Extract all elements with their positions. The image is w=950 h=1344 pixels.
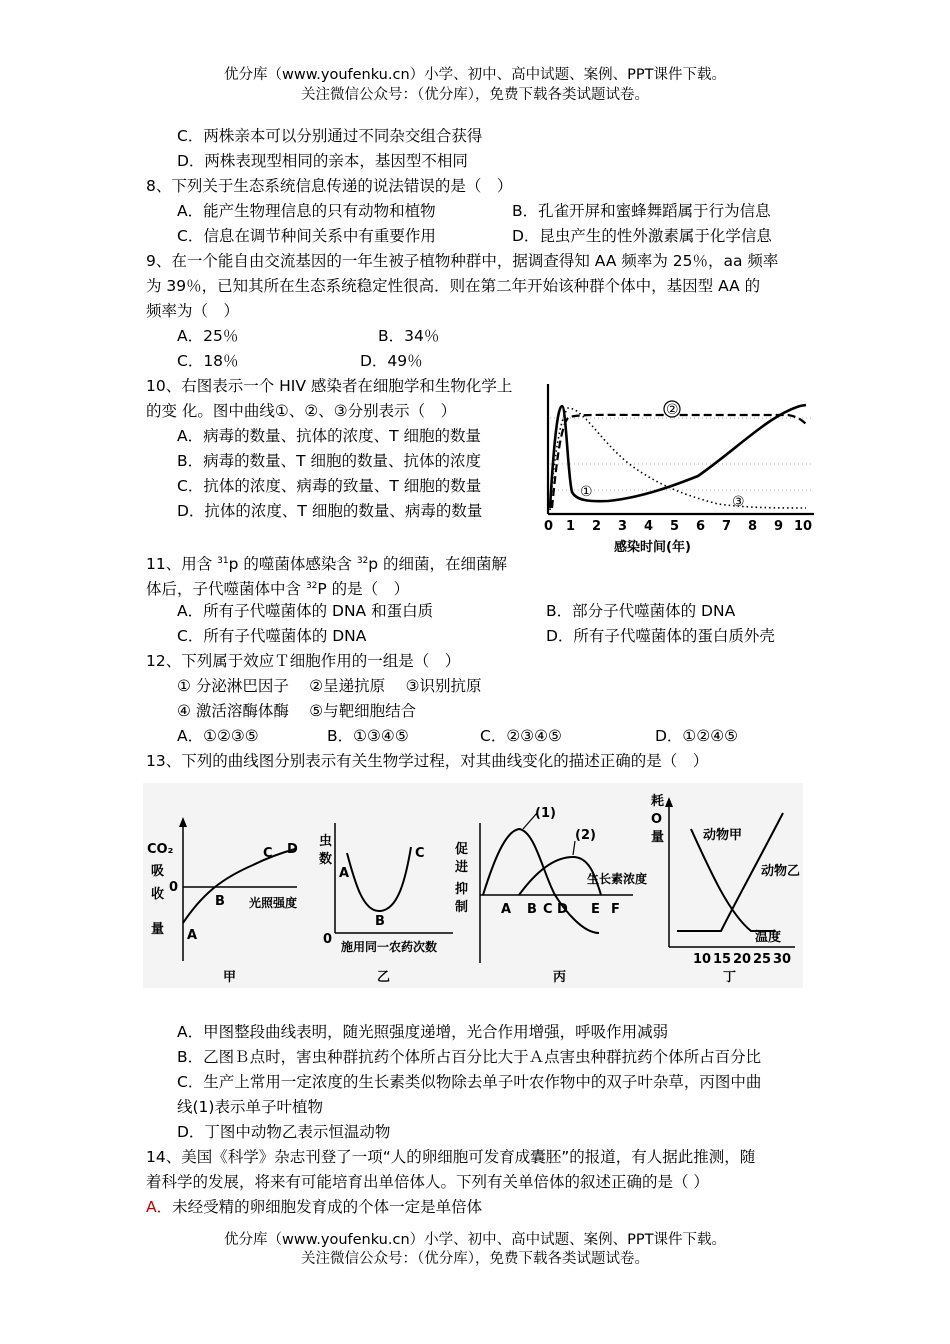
q9-option-d: D．49％ bbox=[360, 352, 423, 370]
header-line-2: 关注微信公众号：（优分库），免费下载各类试题试卷。 bbox=[301, 87, 649, 103]
svg-text:F: F bbox=[611, 902, 620, 917]
hiv-tick-8: 8 bbox=[748, 519, 758, 534]
svg-text:A: A bbox=[339, 866, 350, 881]
svg-text:乙: 乙 bbox=[377, 970, 391, 985]
q9-option-a: A．25％ bbox=[177, 327, 239, 345]
q8-option-a: A．能产生物理信息的只有动物和植物 bbox=[177, 202, 436, 220]
svg-text:D: D bbox=[557, 902, 568, 917]
q14-option-a-text: 未经受精的卵细胞发育成的个体一定是单倍体 bbox=[172, 1198, 483, 1216]
svg-text:A: A bbox=[501, 902, 512, 917]
q10-option-a: A．病毒的数量、抗体的浓度、T 细胞的数量 bbox=[177, 427, 481, 445]
hiv-curve-3-label: ③ bbox=[732, 494, 745, 510]
q13-stem: 13、下列的曲线图分别表示有关生物学过程，对其曲线变化的描述正确的是（ ） bbox=[146, 752, 709, 770]
hiv-tick-9: 9 bbox=[774, 519, 784, 534]
svg-text:B: B bbox=[215, 894, 225, 909]
q11-option-d: D．所有子代噬菌体的蛋白质外壳 bbox=[546, 627, 775, 645]
svg-text:制: 制 bbox=[455, 900, 469, 915]
svg-text:促: 促 bbox=[455, 842, 469, 857]
svg-text:O: O bbox=[651, 812, 663, 827]
q12-stem: 12、下列属于效应Ｔ细胞作用的一组是（ ） bbox=[146, 652, 461, 670]
svg-text:D: D bbox=[287, 842, 298, 857]
q12-option-b: B．①③④⑤ bbox=[327, 727, 409, 745]
hiv-x-label: 感染时间(年) bbox=[614, 540, 691, 555]
svg-text:20: 20 bbox=[733, 952, 752, 967]
q8-option-c: C．信息在调节种间关系中有重要作用 bbox=[177, 227, 436, 245]
svg-text:动物乙: 动物乙 bbox=[761, 864, 801, 879]
q11-stem-1: 11、用含 $^{31}$p 的噬菌体感染含 $^{32}$p 的细菌，在细菌解 bbox=[146, 555, 508, 574]
svg-text:虫: 虫 bbox=[319, 834, 333, 849]
hiv-curve-1-label: ① bbox=[580, 484, 593, 500]
q10-option-c: C．抗体的浓度、病毒的致量、T 细胞的数量 bbox=[177, 477, 482, 495]
svg-text:温度: 温度 bbox=[755, 930, 782, 945]
hiv-curve-2-label: ② bbox=[666, 402, 679, 418]
q10-option-d: D．抗体的浓度、T 细胞的数量、病毒的数量 bbox=[177, 502, 483, 520]
svg-text:数: 数 bbox=[319, 852, 333, 867]
footer-line-2: 关注微信公众号：（优分库），免费下载各类试题试卷。 bbox=[301, 1251, 649, 1267]
hiv-tick-7: 7 bbox=[722, 519, 732, 534]
hiv-tick-5: 5 bbox=[670, 519, 680, 534]
q8-option-d: D．昆虫产生的性外激素属于化学信息 bbox=[512, 227, 772, 245]
q7-option-d: D．两株表现型相同的亲本，基因型不相同 bbox=[177, 152, 468, 170]
svg-text:B: B bbox=[527, 902, 537, 917]
svg-text:25: 25 bbox=[753, 952, 772, 967]
q12-items-2: ④ 激活溶酶体酶 ⑤与靶细胞结合 bbox=[177, 702, 417, 720]
svg-text:A: A bbox=[187, 928, 198, 943]
svg-text:施用同一农药次数: 施用同一农药次数 bbox=[341, 940, 438, 954]
svg-text:15: 15 bbox=[713, 952, 732, 967]
q12-option-d: D．①②④⑤ bbox=[655, 727, 739, 745]
q11-stem-2: 体后，子代噬菌体中含 $^{32}$P 的是（ ） bbox=[146, 580, 410, 599]
q10-option-b: B．病毒的数量、T 细胞的数量、抗体的浓度 bbox=[177, 452, 482, 470]
svg-text:进: 进 bbox=[455, 860, 469, 875]
q8-option-b: B．孔雀开屏和蜜蜂舞蹈属于行为信息 bbox=[512, 202, 771, 220]
q14-stem-1: 14、美国《科学》杂志刊登了一项“人的卵细胞可发育成囊胚”的报道，有人据此推测，随 bbox=[146, 1148, 756, 1166]
q13-graphs bbox=[143, 783, 803, 988]
q8-stem: 8、下列关于生态系统信息传递的说法错误的是（ ） bbox=[146, 177, 513, 195]
svg-text:C: C bbox=[543, 902, 553, 917]
svg-text:30: 30 bbox=[773, 952, 792, 967]
q12-option-a: A．①②③⑤ bbox=[177, 727, 259, 745]
q9-stem-2: 为 39％，已知其所在生态系统稳定性很高．则在第二年开始该种群个体中，基因型 AA 的 bbox=[146, 277, 761, 295]
svg-text:光照强度: 光照强度 bbox=[249, 896, 298, 910]
svg-text:吸: 吸 bbox=[151, 864, 165, 879]
svg-text:收: 收 bbox=[151, 887, 165, 902]
q13-option-a: A．甲图整段曲线表明，随光照强度递增，光合作用增强，呼吸作用减弱 bbox=[177, 1023, 669, 1041]
q14-stem-2: 着科学的发展，将来有可能培育出单倍体人。下列有关单倍体的叙述正确的是（ ） bbox=[146, 1173, 709, 1191]
svg-text:生长素浓度: 生长素浓度 bbox=[587, 872, 648, 886]
svg-text:丁: 丁 bbox=[723, 970, 737, 985]
q13-option-c-2: 线(1)表示单子叶植物 bbox=[177, 1098, 323, 1116]
hiv-tick-6: 6 bbox=[696, 519, 706, 534]
svg-text:0: 0 bbox=[323, 932, 333, 947]
q13-option-b: B．乙图Ｂ点时，害虫种群抗药个体所占百分比大于Ａ点害虫种群抗药个体所占百分比 bbox=[177, 1048, 762, 1066]
hiv-tick-3: 3 bbox=[618, 519, 628, 534]
q9-option-b: B．34％ bbox=[378, 327, 440, 345]
q10-stem-2: 的变 化。图中曲线①、②、③分别表示（ ） bbox=[146, 402, 457, 420]
svg-text:(2): (2) bbox=[575, 828, 596, 843]
svg-text:量: 量 bbox=[651, 830, 665, 845]
svg-text:抑: 抑 bbox=[455, 882, 469, 897]
q12-option-c: C．②③④⑤ bbox=[480, 727, 562, 745]
hiv-chart bbox=[538, 378, 828, 558]
svg-text:CO₂: CO₂ bbox=[147, 842, 174, 857]
hiv-tick-10: 10 bbox=[794, 519, 813, 534]
q10-stem-1: 10、右图表示一个 HIV 感染者在细胞学和生物化学上 bbox=[146, 377, 513, 395]
q14-option-a-letter: A． bbox=[146, 1198, 173, 1216]
q9-stem-3: 频率为（ ） bbox=[146, 302, 240, 320]
q11-option-a: A．所有子代噬菌体的 DNA 和蛋白质 bbox=[177, 602, 434, 620]
hiv-tick-2: 2 bbox=[592, 519, 602, 534]
hiv-tick-0: 0 bbox=[544, 519, 554, 534]
svg-text:量: 量 bbox=[151, 922, 165, 937]
svg-text:C: C bbox=[415, 846, 425, 861]
q7-option-c: C．两株亲本可以分别通过不同杂交组合获得 bbox=[177, 127, 483, 145]
q11-option-b: B．部分子代噬菌体的 DNA bbox=[546, 602, 736, 620]
footer-line-1: 优分库（www.youfenku.cn）小学、初中、高中试题、案例、PPT课件下载。 bbox=[224, 1232, 726, 1248]
q13-option-c-1: C．生产上常用一定浓度的生长素类似物除去单子叶农作物中的双子叶杂草，丙图中曲 bbox=[177, 1073, 762, 1091]
q9-option-c: C．18％ bbox=[177, 352, 239, 370]
q14-option-a bbox=[146, 1197, 482, 1217]
svg-text:丙: 丙 bbox=[553, 970, 567, 985]
q9-stem-1: 9、在一个能自由交流基因的一年生被子植物种群中，据调查得知 AA 频率为 25％，aa 频率 bbox=[146, 252, 779, 270]
svg-text:0: 0 bbox=[169, 880, 179, 895]
svg-text:E: E bbox=[591, 902, 600, 917]
svg-text:动物甲: 动物甲 bbox=[703, 828, 743, 843]
hiv-tick-4: 4 bbox=[644, 519, 654, 534]
svg-text:耗: 耗 bbox=[651, 794, 665, 809]
header-line-1: 优分库（www.youfenku.cn）小学、初中、高中试题、案例、PPT课件下载。 bbox=[224, 67, 726, 83]
svg-text:10: 10 bbox=[693, 952, 712, 967]
svg-text:C: C bbox=[263, 846, 273, 861]
svg-text:(1): (1) bbox=[535, 806, 556, 821]
q13-option-d: D．丁图中动物乙表示恒温动物 bbox=[177, 1123, 391, 1141]
svg-text:B: B bbox=[375, 914, 385, 929]
hiv-tick-1: 1 bbox=[566, 519, 576, 534]
q11-option-c: C．所有子代噬菌体的 DNA bbox=[177, 627, 367, 645]
svg-text:甲: 甲 bbox=[223, 970, 237, 985]
q12-items-1: ① 分泌淋巴因子 ②呈递抗原 ③识别抗原 bbox=[177, 677, 482, 695]
